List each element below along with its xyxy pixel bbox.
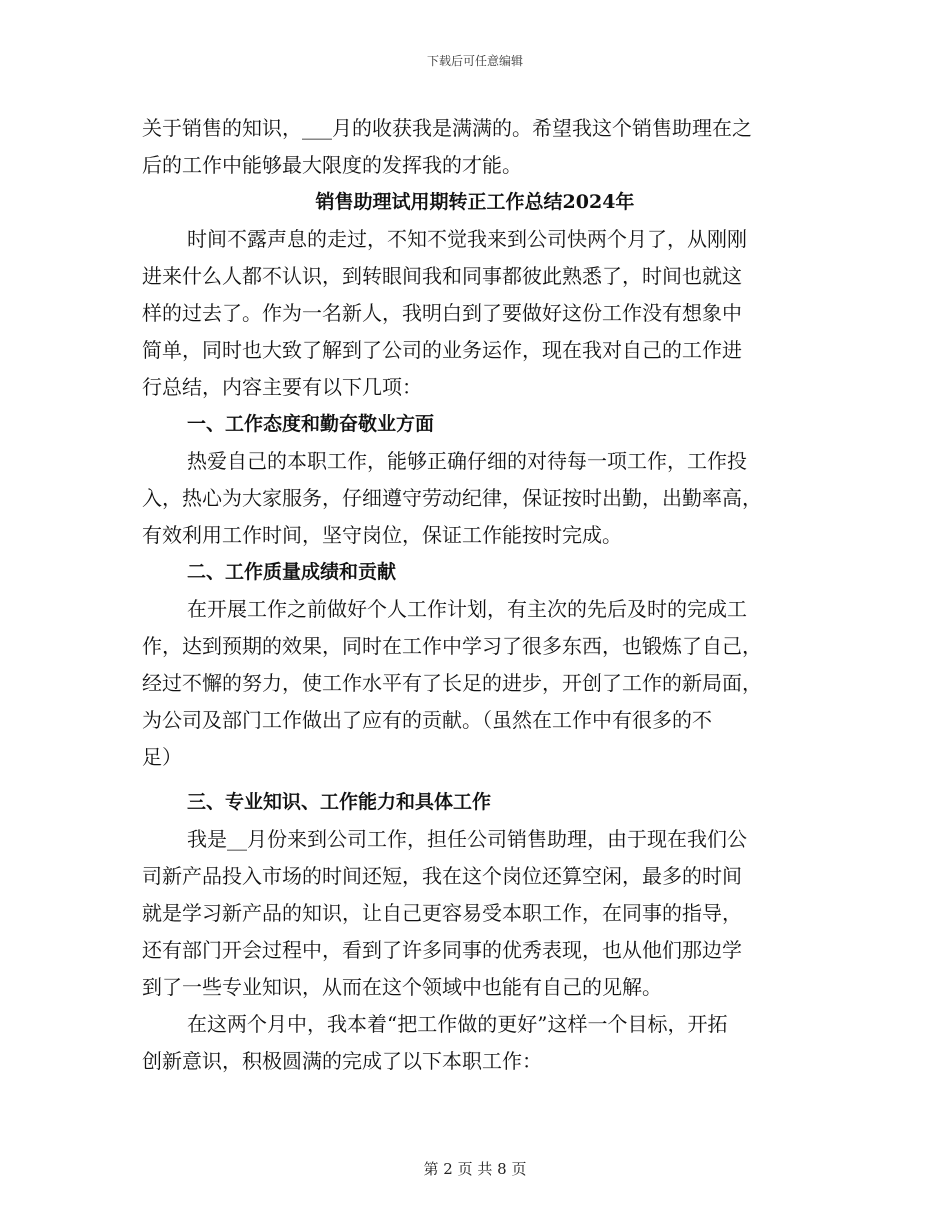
- paragraph-line: 入，热心为大家服务，仔细遵守劳动纪律，保证按时出勤，出勤率高，: [142, 486, 762, 510]
- paragraph-line: 时间不露声息的走过，不知不觉我来到公司快两个月了，从刚刚: [187, 227, 747, 251]
- paragraph-line: 我是__月份来到公司工作，担任公司销售助理，由于现在我们公: [187, 827, 747, 851]
- paragraph-line: 到了一些专业知识，从而在这个领域中也能有自己的见解。: [142, 975, 662, 999]
- paragraph-line: 进来什么人都不认识，到转眼间我和同事都彼此熟悉了，时间也就这: [142, 264, 742, 288]
- paragraph-line: 在这两个月中，我本着“把工作做的更好”这样一个目标，开拓: [187, 1012, 728, 1036]
- paragraph-line: 创新意识，积极圆满的完成了以下本职工作：: [142, 1049, 542, 1073]
- page-header: 下载后可任意编辑: [426, 54, 523, 68]
- paragraph-line: 还有部门开会过程中，看到了许多同事的优秀表现，也从他们那边学: [142, 938, 742, 962]
- page-footer: 第 2 页 共 8 页: [423, 1160, 527, 1178]
- paragraph-line: 样的过去了。作为一名新人，我明白到了要做好这份工作没有想象中: [142, 301, 742, 325]
- document-title: 销售助理试用期转正工作总结2024年: [315, 191, 635, 213]
- intro-line: 后的工作中能够最大限度的发挥我的才能。: [142, 153, 522, 177]
- paragraph-line: 简单，同时也大致了解到了公司的业务运作，现在我对自己的工作进: [142, 338, 742, 362]
- document-body: [142, 110, 808, 1080]
- paragraph-line: 在开展工作之前做好个人工作计划，有主次的先后及时的完成工: [187, 597, 747, 621]
- paragraph-line: 作，达到预期的效果，同时在工作中学习了很多东西，也锻炼了自己，: [142, 634, 762, 658]
- paragraph-line: 有效利用工作时间，坚守岗位，保证工作能按时完成。: [142, 523, 622, 547]
- section-heading: 二、工作质量成绩和贡献: [187, 561, 397, 583]
- intro-line: 关于销售的知识，___月的收获我是满满的。希望我这个销售助理在之: [142, 116, 752, 140]
- paragraph-line: 足）: [142, 745, 182, 769]
- section-heading: 一、工作态度和勤奋敬业方面: [187, 413, 435, 435]
- paragraph-line: 就是学习新产品的知识，让自己更容易受本职工作，在同事的指导，: [142, 901, 742, 925]
- spacer: [142, 776, 808, 784]
- paragraph-line: 为公司及部门工作做出了应有的贡献。（虽然在工作中有很多的不: [142, 708, 712, 732]
- paragraph-line: 热爱自己的本职工作，能够正确仔细的对待每一项工作，工作投: [187, 449, 747, 473]
- paragraph-line: 经过不懈的努力，使工作水平有了长足的进步，开创了工作的新局面，: [142, 671, 762, 695]
- paragraph-line: 司新产品投入市场的时间还短，我在这个岗位还算空闲，最多的时间: [142, 864, 742, 888]
- section-heading: 三、专业知识、工作能力和具体工作: [187, 791, 492, 813]
- paragraph-line: 行总结，内容主要有以下几项：: [142, 375, 422, 399]
